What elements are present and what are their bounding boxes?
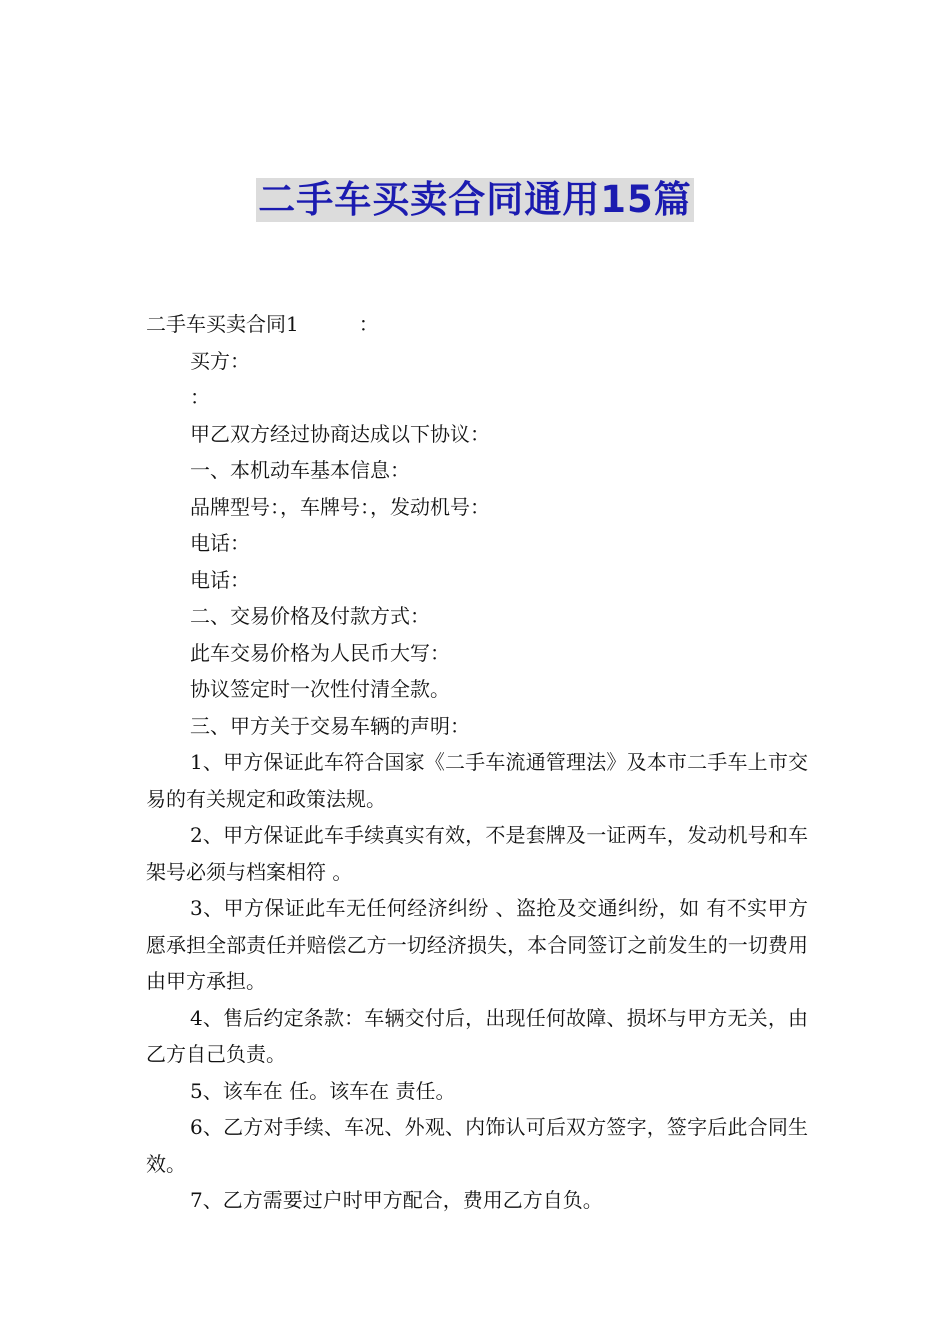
text-line-phone-1: 电话： — [190, 531, 250, 555]
clause-paragraph-5: 5、该车在 任。该车在 责任。 — [190, 1078, 456, 1103]
title-block — [0, 178, 950, 222]
document-title: 二手车买卖合同通用15篇 — [258, 178, 692, 221]
text-line-agreement: 甲乙双方经过协商达成以下协议： — [190, 421, 490, 446]
clause-paragraph-2: 2、甲方保证此车手续真实有效，不是套牌及一证两车，发动机号和车架号必须与档案相符 。 — [146, 823, 808, 884]
text-line-buyer: 买方： — [190, 348, 250, 373]
text-line-section-2: 二、交易价格及付款方式： — [190, 604, 430, 628]
text-line-section-1: 一、本机动车基本信息： — [190, 458, 410, 482]
section-heading: 二手车买卖合同1 ： — [146, 312, 379, 336]
text-line-phone-2: 电话： — [190, 567, 250, 592]
text-line-colon: ： — [190, 385, 210, 409]
text-line-price: 此车交易价格为人民币大写： — [190, 640, 450, 665]
text-line-section-3: 三、甲方关于交易车辆的声明： — [190, 713, 470, 738]
clause-paragraph-6: 6、乙方对手续、车况、外观、内饰认可后双方签字，签字后此合同生效。 — [146, 1115, 808, 1176]
clause-paragraph-7: 7、乙方需要过户时甲方配合，费用乙方自负。 — [190, 1188, 603, 1212]
text-line-payment: 协议签定时一次性付清全款。 — [190, 677, 450, 701]
clause-paragraph-1: 1、甲方保证此车符合国家《二手车流通管理法》及本市二手车上市交易的有关规定和政策法规。 — [146, 750, 808, 811]
clause-paragraph-4: 4、售后约定条款：车辆交付后，出现任何故障、损坏与甲方无关，由乙方自己负责。 — [146, 1005, 808, 1066]
clause-paragraph-3: 3、甲方保证此车无任何经济纠纷 、盗抢及交通纠纷，如 有不实甲方愿承担全部责任并赔偿乙方一切经济损失，本合同签订之前发生的一切费用由甲方承担。 — [146, 896, 808, 993]
document-body — [146, 306, 808, 1219]
text-line-vehicle-info: 品牌型号：，车牌号：，发动机号： — [190, 494, 490, 519]
